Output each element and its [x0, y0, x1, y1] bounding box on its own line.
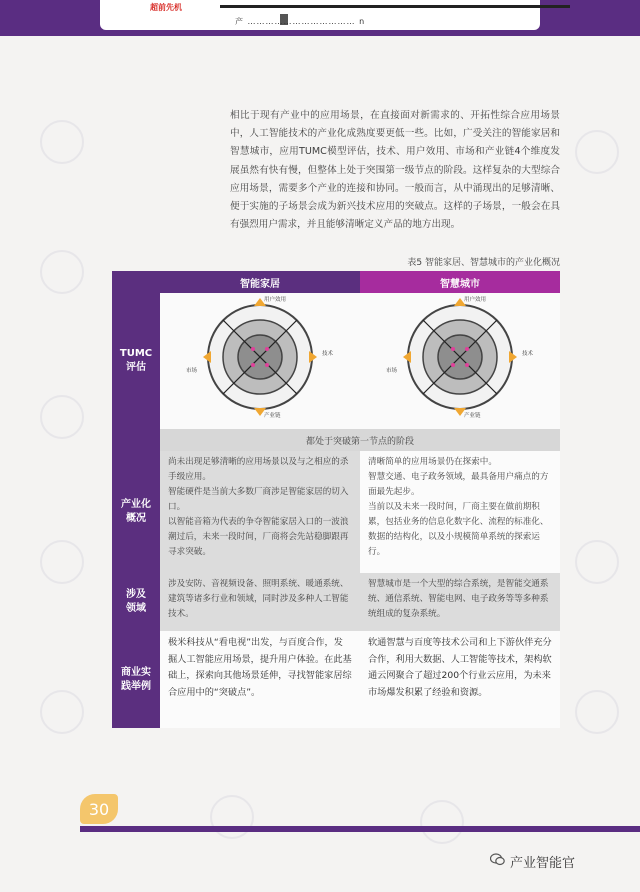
industrialization-table: [112, 271, 560, 728]
axis-label-industry-chain: 产业链: [464, 413, 481, 419]
watermark-seal: [420, 800, 464, 844]
axis-label-user-utility: 用户效用: [264, 297, 287, 303]
cell-city-industrialization: 清晰简单的应用场景仍在探索中。 智慧交通、电子政务领域，最具备用户痛点的方面最先起步。 当前以及未来一段时间，厂商主要在做前期积累，包括业务的信息化数字化、流程的标准化、数据的结构化，以及小规模简单系统的探索运行。: [360, 451, 560, 573]
column-header-smart-home: 智能家居: [160, 271, 360, 293]
watermark-seal: [40, 690, 84, 734]
axis-label-technology: 技术: [322, 351, 334, 357]
page-number: 30: [80, 794, 118, 824]
axis-label-market: 市场: [386, 368, 398, 374]
row-header-domains: 涉及 领域: [112, 573, 160, 631]
watermark-seal: [575, 130, 619, 174]
tumc-diagram-smart-city: [360, 293, 560, 429]
footer-bar: [80, 826, 640, 832]
watermark-seal: [40, 120, 84, 164]
axis-label-user-utility: 用户效用: [464, 297, 487, 303]
watermark-seal: [40, 250, 84, 294]
top-banner: [100, 0, 540, 30]
row-header-industrialization: 产业化 概况: [112, 451, 160, 573]
banner-red-tag: 超前先机: [150, 3, 182, 12]
watermark-seal: [575, 690, 619, 734]
column-header-smart-city: 智慧城市: [360, 271, 560, 293]
axis-label-industry-chain: 产业链: [264, 413, 281, 419]
tumc-radar-svg: [160, 293, 360, 429]
tumc-diagram-smart-home: [160, 293, 360, 429]
wechat-icon: [490, 853, 505, 866]
banner-redaction-bar: [220, 5, 570, 8]
tumc-radar-svg: [360, 293, 560, 429]
axis-label-technology: 技术: [522, 351, 534, 357]
watermark-seal: [40, 395, 84, 439]
watermark-seal: [210, 795, 254, 839]
cell-home-business-practice: 极米科技从“看电视”出发，与百度合作，发掘人工智能应用场景，提升用户体验。在此基础上，探索向其他场景延伸，寻找智能家居综合应用中的“突破点”。: [160, 631, 360, 728]
cell-home-domains: 涉及安防、音视频设备、照明系统、暖通系统、建筑等诸多行业和领域，同时涉及多种人工智能技术。: [160, 573, 360, 631]
watermark-seal: [40, 540, 84, 584]
table-caption: 表5 智能家居、智慧城市的产业化概况: [407, 258, 560, 268]
watermark-seal: [575, 540, 619, 584]
row-header-empty: [112, 429, 160, 451]
merged-stage-cell: 都处于突破第一节点的阶段: [160, 429, 560, 451]
axis-label-market: 市场: [186, 368, 198, 374]
row-header-business-practice: 商业实 践举例: [112, 631, 160, 728]
row-header-tumc: TUMC 评估: [112, 293, 160, 429]
cell-home-industrialization: 尚未出现足够清晰的应用场景以及与之相应的杀手级应用。 智能硬件是当前大多数厂商涉足智能家居的切入口。 以智能音箱为代表的争夺智能家居入口的一波浪潮过后，未来一段时间，厂商将会先站稳脚跟再寻求突破。: [160, 451, 360, 573]
top-bar: [0, 0, 640, 36]
cell-city-domains: 智慧城市是一个大型的综合系统，是智能交通系统、通信系统、智能电网、电子政务等等多种系统组成的复杂系统。: [360, 573, 560, 631]
banner-subtitle: 产 ……………………………… n: [235, 17, 366, 26]
corner-cell: [112, 271, 160, 293]
intro-paragraph: 相比于现有产业中的应用场景，在直接面对新需求的、开拓性综合应用场景中，人工智能技术的产业化成熟度要更低一些。比如，广受关注的智能家居和智慧城市，应用TUMC模型评估，技术、用户效用、市场和产业链4个维度发展虽然有快有慢，但整体上处于突围第一级节点的阶段。这样复杂的大型综合应用场景，需要多个产业的连接和协同。一般而言，从中涌现出的足够清晰、便于实施的子场景会成为新兴技术应用的突破点。这样的子场景，一般会在具有强烈用户需求，并且能够清晰定义产品的地方出现。: [230, 110, 560, 231]
wechat-account-name: 产业智能官: [510, 856, 576, 871]
cell-city-business-practice: 软通智慧与百度等技术公司和上下游伙伴充分合作，利用大数据、人工智能等技术，架构软通云网聚合了超过200个行业云应用，为未来市场爆发积累了经验和资源。: [360, 631, 560, 728]
